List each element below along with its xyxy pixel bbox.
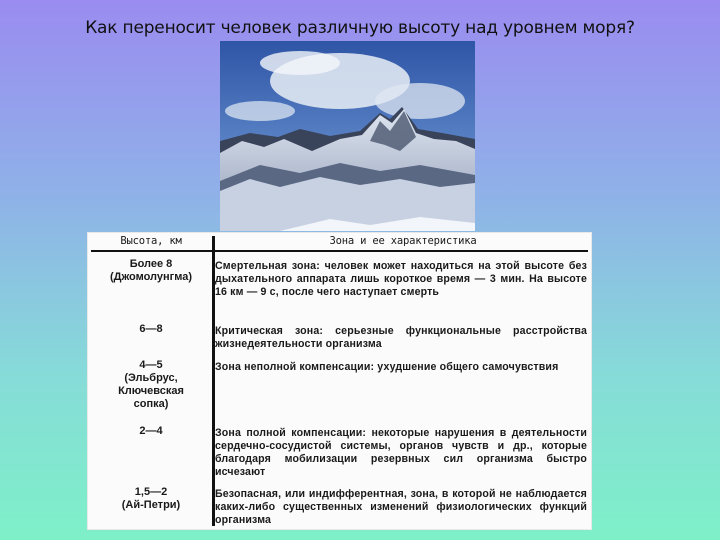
altitude-cell: 4—5 (Эльбрус, Ключевская сопка)	[118, 359, 184, 410]
mountain-photo	[220, 41, 475, 231]
zone-description: Безопасная, или индифферентная, зона, в которой не наблюдается каких-либо существенных изменений физиологических функций организма	[215, 488, 587, 526]
header-altitude: Высота, км	[120, 235, 182, 247]
zone-description: Критическая зона: серьезные функциональные расстройства жизнедеятельности организма	[215, 325, 587, 350]
altitude-table	[88, 233, 591, 529]
header-zone: Зона и ее характеристика	[329, 235, 477, 247]
altitude-cell: 1,5—2 (Ай-Петри)	[121, 486, 181, 511]
slide-title: Как переносит человек различную высоту над уровнем моря?	[85, 18, 635, 38]
altitude-cell: 2—4	[139, 425, 163, 437]
zone-description: Зона неполной компенсации: ухудшение общего самочувствия	[215, 361, 559, 373]
zone-description: Смертельная зона: человек может находиться на этой высоте без дыхательного аппарата лишь короткое время — 3 мин. На высоте 16 км — 9 с, после чего наступает смерть	[215, 260, 587, 298]
altitude-cell: Более 8 (Джомолунгма)	[110, 258, 192, 283]
header-rule	[91, 250, 588, 252]
altitude-cell: 6—8	[139, 323, 163, 335]
zone-description: Зона полной компенсации: некоторые нарушения в деятельности сердечно-сосудистой системы, органов чувств и др., которые благодаря мобилизации резервных сил организма быстро исчезают	[215, 427, 587, 478]
